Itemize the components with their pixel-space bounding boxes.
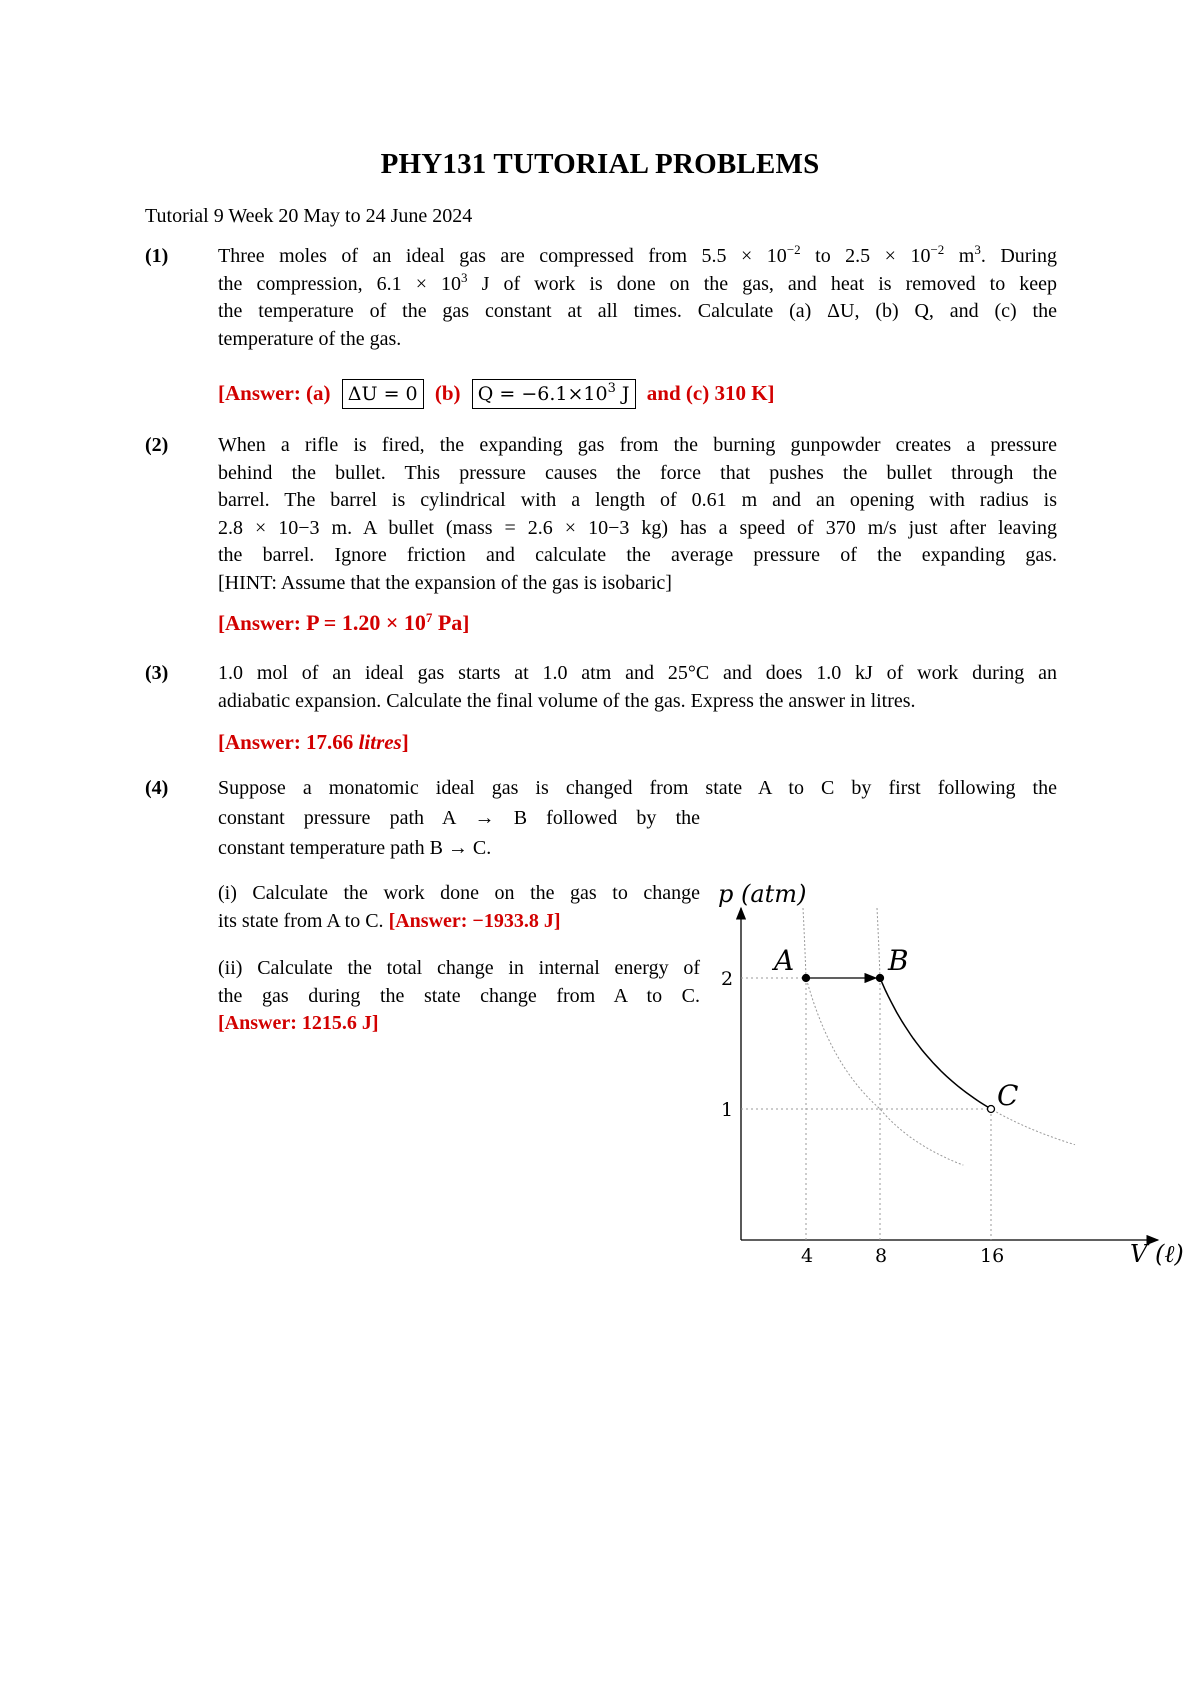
problem-1-line: temperature of the gas.	[218, 327, 402, 350]
problem-2-line: the barrel. Ignore friction and calculate the average pressure of the expanding gas.	[218, 544, 1057, 566]
state-label-b: B	[888, 944, 909, 977]
problem-4-line: (i) Calculate the work done on the gas to change	[218, 882, 700, 904]
part-ii-answer: [Answer: 1215.6 J]	[218, 1012, 379, 1034]
state-label-a: A	[774, 944, 795, 977]
problem-4-line: the gas during the state change from A to C.	[218, 984, 700, 1007]
problem-2-line: 2.8 × 10−3 m. A bullet (mass = 2.6 × 10−3 kg) has a speed of 370 m/s just after leaving	[218, 516, 1057, 539]
isotherm-curve	[877, 908, 880, 978]
x-tick-label: 16	[980, 1245, 1005, 1267]
problem-1-line: Three moles of an ideal gas are compressed from $5.5 \times 10^{-2}$ to $2.5 \times 10^{-2}$ $m^3$. During	[218, 242, 1057, 267]
isotherm-curve	[879, 975, 1076, 1144]
state-point-a	[803, 975, 810, 982]
path-b-to-c	[880, 978, 991, 1109]
problem-4-line: (ii) Calculate the total change in internal energy of	[218, 957, 700, 979]
x-tick-label: 4	[801, 1245, 814, 1267]
problem-4-line: constant temperature path B → C.	[218, 837, 492, 859]
problem-2-line: When a rifle is fired, the expanding gas from the burning gunpowder creates a pressure	[218, 434, 1057, 456]
problem-2-line: [HINT: Assume that the expansion of the gas is isobaric]	[218, 571, 672, 594]
y-axis-label: p (atm)	[718, 880, 807, 908]
problem-4-line: Suppose a monatomic ideal gas is changed from state A to C by first following the	[218, 777, 1057, 799]
x-axis-label: V (ℓ)	[1130, 1240, 1184, 1268]
page-title: PHY131 TUTORIAL PROBLEMS	[380, 148, 820, 180]
problem-number: (3)	[145, 662, 169, 684]
answer-box-delta-u: ΔU = 0	[342, 379, 424, 409]
isotherm-curve	[803, 908, 806, 978]
part-i-answer: [Answer: −1933.8 J]	[388, 909, 561, 932]
y-tick-label: 2	[721, 968, 734, 990]
x-tick-label: 8	[875, 1245, 888, 1267]
problem-4-line: constant pressure path A → B followed by the	[218, 807, 700, 829]
problem-1-answer: [Answer: (a) ΔU = 0 (b) $Q = -6.1\times 10^3$ J and (c) 310 K]	[218, 379, 775, 409]
y-tick-label: 1	[721, 1099, 734, 1121]
tutorial-subtitle: Tutorial 9 Week 20 May to 24 June 2024	[145, 205, 473, 227]
problem-2-line: barrel. The barrel is cylindrical with a length of 0.61 m and an opening with radius is	[218, 489, 1057, 511]
problem-3-line: 1.0 mol of an ideal gas starts at 1.0 atm and 25°C and does 1.0 kJ of work during an	[218, 662, 1057, 684]
answer-box-q: $Q = -6.1\times 10^3$ J	[472, 379, 636, 409]
problem-1-line: the temperature of the gas constant at all times. Calculate (a) ΔU, (b) Q, and (c) the	[218, 300, 1057, 322]
problem-number: (4)	[145, 777, 169, 799]
problem-number: (2)	[145, 434, 169, 456]
problem-number: (1)	[145, 245, 169, 267]
problem-2-line: behind the bullet. This pressure causes the force that pushes the bullet through the	[218, 461, 1057, 484]
state-point-c	[988, 1106, 995, 1113]
state-label-c: C	[997, 1079, 1019, 1112]
problem-3-line: adiabatic expansion. Calculate the final volume of the gas. Express the answer in litres.	[218, 689, 916, 712]
problem-4-line: its state from A to C. [Answer: −1933.8 J]	[218, 909, 561, 932]
problem-1-line: the compression, $6.1 \times 10^3$ J of work is done on the gas, and heat is removed to keep	[218, 269, 1058, 295]
problem-2-answer: [Answer: $P = 1.20 \times 10^7$ Pa]	[218, 610, 470, 635]
state-point-b	[877, 975, 884, 982]
problem-3-answer: [Answer: 17.66 litres]	[218, 730, 409, 754]
